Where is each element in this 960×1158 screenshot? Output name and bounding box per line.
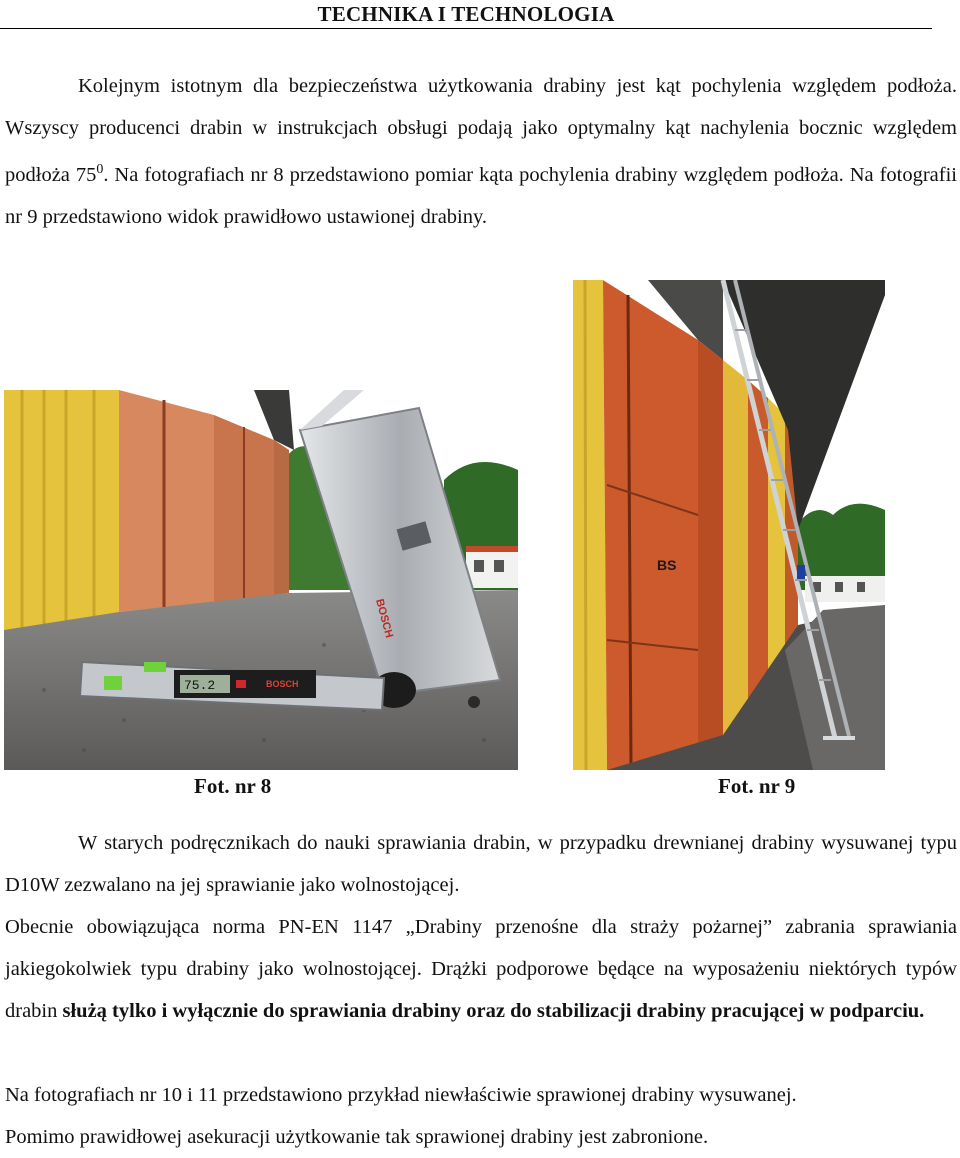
- paragraph-text: Kolejnym istotnym dla bezpieczeństwa użytkowania drabiny jest kąt pochylenia względem podłoża. Wszyscy producenci drabin w instrukcjach obsługi podają jako optymalny kąt nachylenia bocznic względem podłoża 75: [5, 75, 957, 186]
- page-header: [0, 0, 932, 29]
- paragraph-text: Pomimo prawidłowej asekuracji użytkowanie tak sprawionej drabiny jest zabronione.: [5, 1126, 709, 1148]
- photo-8-image: [4, 390, 518, 770]
- paragraph-text: Na fotografiach nr 10 i 11 przedstawiono przykład niewłaściwie sprawionej drabiny wysuwanej.: [5, 1084, 797, 1106]
- paragraph-old-manuals: [5, 822, 957, 906]
- level-brand: BOSCH: [266, 679, 299, 689]
- bosch-label: BOSCH: [373, 597, 395, 640]
- paragraph-text: W starych podręcznikach do nauki sprawiania drabin, w przypadku drewnianej drabiny wysuwanej typu D10W zezwalano na jej sprawianie jako wolnostojącej.: [5, 832, 957, 896]
- paragraph-bold-text: służą tylko i wyłącznie do sprawiania drabiny oraz do stabilizacji drabiny pracującej w podparciu.: [62, 1000, 925, 1022]
- level-display-reading: 75.2: [184, 678, 216, 693]
- door-marking: BS: [657, 557, 677, 573]
- photo-9-ladder-setup: [573, 280, 885, 770]
- section-title: TECHNIKA I TECHNOLOGIA: [317, 2, 615, 26]
- paragraph-current-standard: [5, 906, 957, 1032]
- photo-8-angle-measurement: [4, 390, 518, 770]
- paragraph-photos-10-11: [5, 1074, 957, 1116]
- paragraph-text-continued: . Na fotografiach nr 8 przedstawiono pomiar kąta pochylenia drabiny względem podłoża. Na fotografii nr 9 przedstawiono widok prawidłowo ustawionej drabiny.: [5, 163, 957, 228]
- photo-9-image: [573, 280, 885, 770]
- paragraph-text: Obecnie obowiązująca norma PN-EN 1147 „Drabiny przenośne dla straży pożarnej” zabrania sprawiania jakiegokolwiek typu drabiny jako wolnostojącej. Drążki podporowe będące na wyposażeniu niektórych typów drabin: [5, 916, 957, 1022]
- degree-superscript: 0: [96, 162, 104, 177]
- photo-9-caption: Fot. nr 9: [718, 774, 796, 798]
- paragraph-ladder-angle: [5, 65, 957, 238]
- photo-8-caption: Fot. nr 8: [194, 774, 272, 798]
- paragraph-prohibition: [5, 1116, 957, 1158]
